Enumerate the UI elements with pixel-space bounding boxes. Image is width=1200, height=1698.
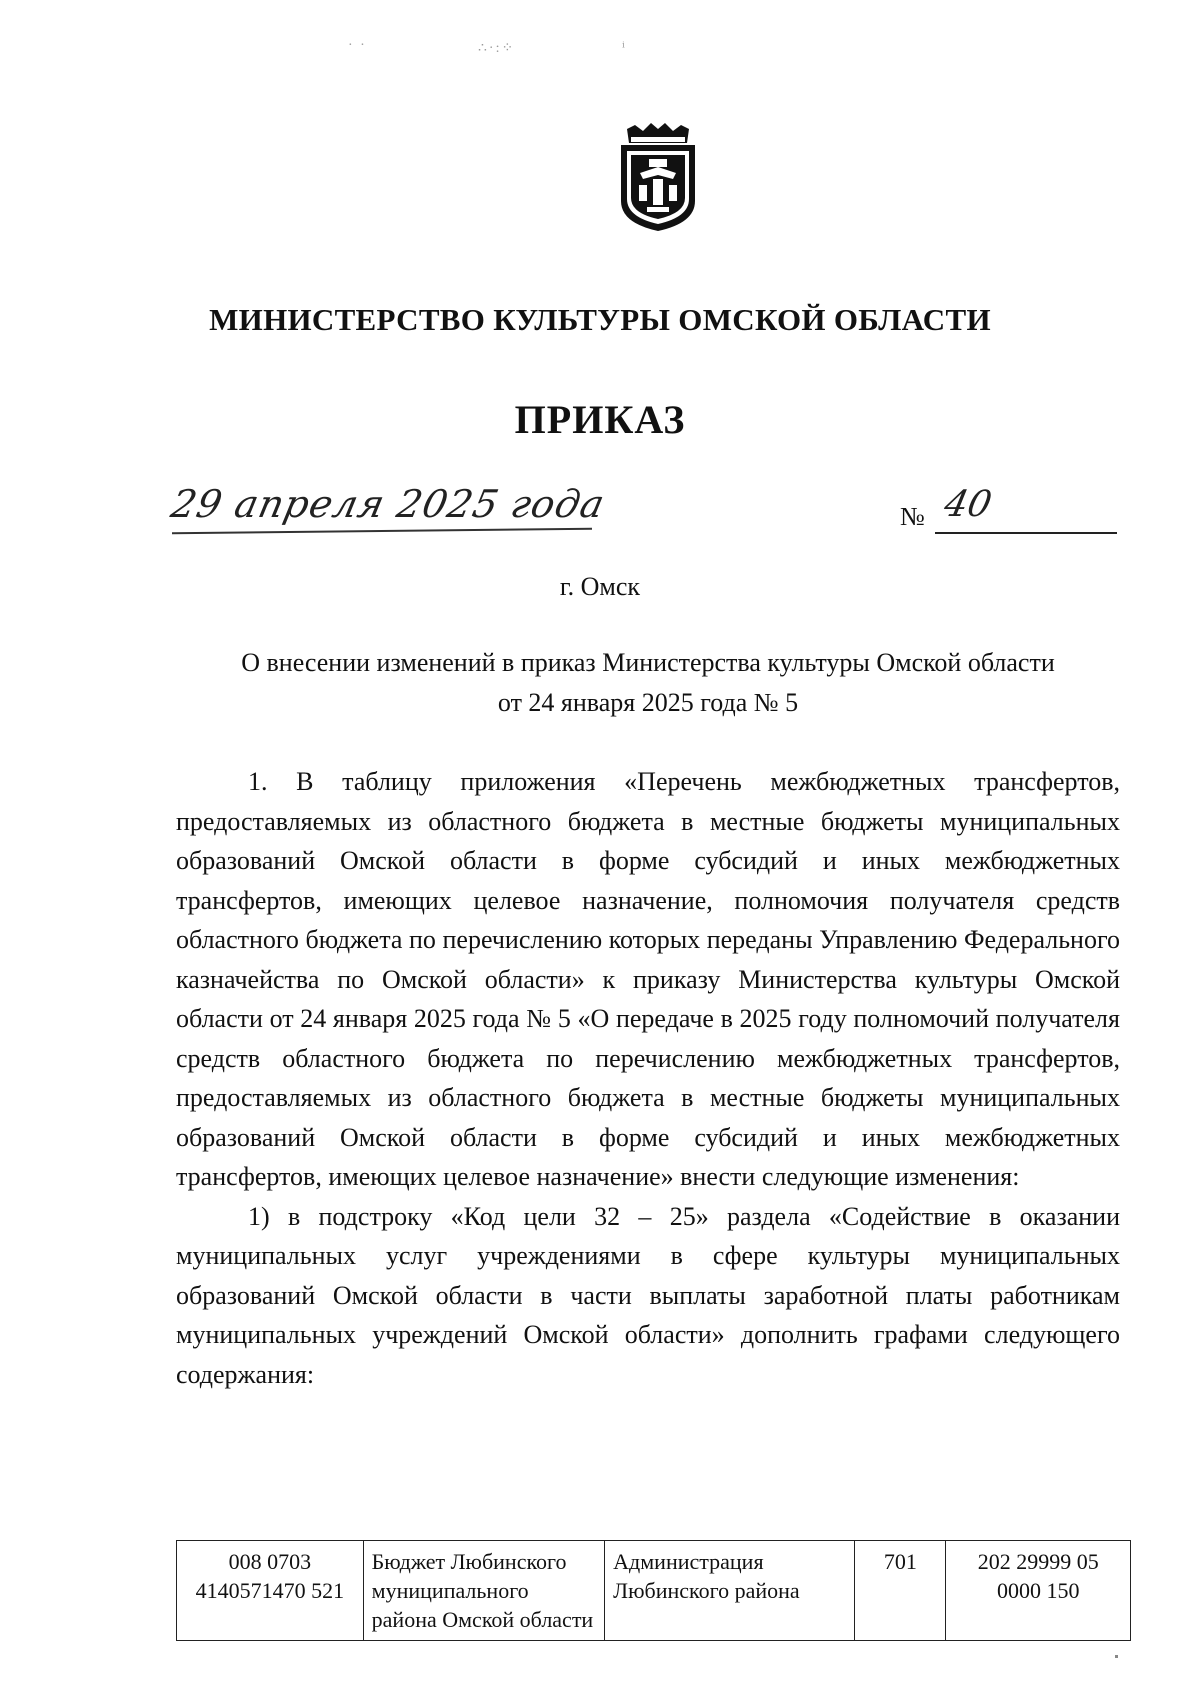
omsk-coat-of-arms-icon [613, 123, 703, 233]
date-underline [172, 528, 592, 534]
body-paragraph-2: 1) в подстроку «Код цели 32 – 25» раздела «Содействие в оказании муниципальных услуг учреждениями в сфере культуры муниципальных образований Омской области в части выплаты заработной платы работникам муниципальных учреждений Омской области» дополнить графами следующего содержания: [176, 1201, 1120, 1389]
table-cell-administrator: Администрация Любинского района [605, 1541, 855, 1641]
scan-speck [1115, 1655, 1118, 1658]
scan-noise: ∴·:⁘ [478, 41, 516, 56]
document-type-title: ПРИКАЗ [514, 397, 686, 442]
ministry-title: МИНИСТЕРСТВО КУЛЬТУРЫ ОМСКОЙ ОБЛАСТИ [209, 302, 991, 337]
city-label: г. Омск [559, 572, 641, 601]
handwritten-date: 29 апреля 2025 года [167, 482, 610, 526]
document-body [176, 762, 1120, 1394]
amendment-table [176, 1540, 1131, 1641]
subject-line-1: О внесении изменений в приказ Министерства культуры Омской области [241, 648, 1055, 677]
table-cell-budget: Бюджет Любинского муниципального района Омской области [363, 1541, 605, 1641]
table-row [177, 1541, 1131, 1641]
table-cell-code: 008 0703 4140571470 521 [177, 1541, 364, 1641]
number-label: № [900, 502, 925, 531]
handwritten-number: 40 [940, 484, 996, 525]
document-subject [176, 643, 1120, 723]
body-paragraph-1: 1. В таблицу приложения «Перечень межбюджетных трансфертов, предоставляемых из областного бюджета в местные бюджеты муниципальных образований Омской области в форме субсидий и иных межбюджетных трансфертов, имеющих целевое назначение, полномочия получателя средств областного бюджета по перечислению которых переданы Управлению Федерального казначейства по Омской области» к приказу Министерства культуры Омской области от 24 января 2025 года № 5 «О передаче в 2025 году полномочий получателя средств областного бюджета по перечислению межбюджетных трансфертов, предоставляемых из областного бюджета в местные бюджеты муниципальных образований Омской области в форме субсидий и иных межбюджетных трансфертов, имеющих целевое назначение» внести следующие изменения: [176, 767, 1120, 1191]
subject-line-2: от 24 января 2025 года № 5 [497, 688, 799, 717]
table-cell-admin-code: 701 [855, 1541, 946, 1641]
scan-noise: ⁱ [622, 41, 627, 56]
number-underline [935, 532, 1117, 534]
table-cell-revenue-code: 202 29999 05 0000 150 [946, 1541, 1131, 1641]
scan-noise: · · [348, 38, 367, 53]
